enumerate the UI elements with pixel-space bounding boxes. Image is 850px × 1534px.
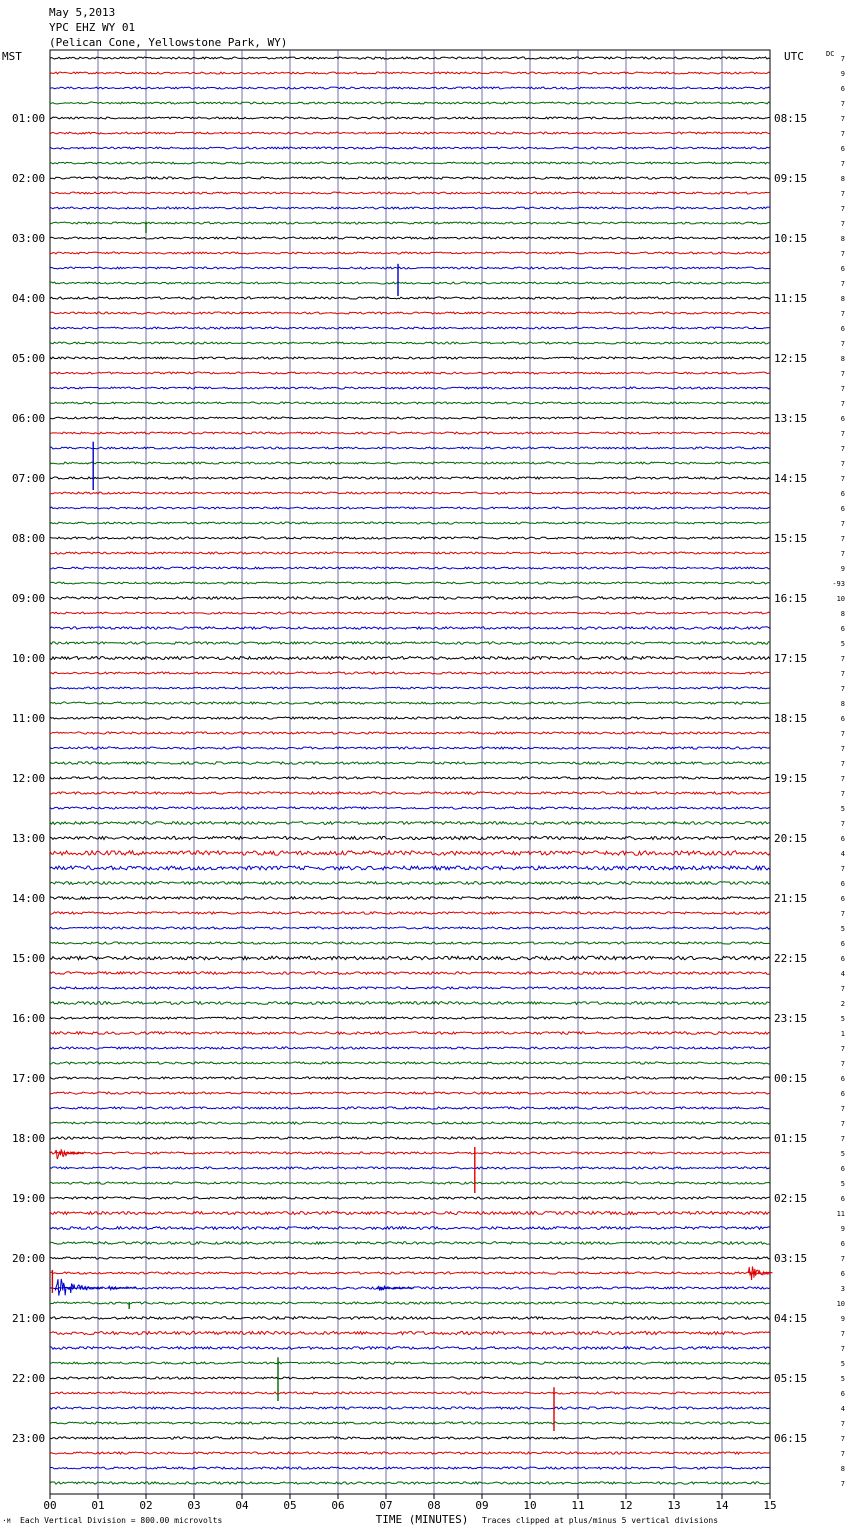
trace-line — [50, 1092, 770, 1094]
mst-hour-label: 21:00 — [12, 1312, 46, 1325]
mst-hour-label: 18:00 — [12, 1132, 46, 1145]
dc-offset-label: 7 — [840, 160, 845, 168]
mst-hour-label: 15:00 — [12, 952, 46, 965]
mst-hour-label: 05:00 — [12, 352, 46, 365]
dc-offset-label: 7 — [840, 475, 845, 483]
trace-line — [50, 1257, 770, 1259]
trace-line — [50, 987, 770, 989]
dc-offset-label: 6 — [840, 1390, 845, 1398]
trace-line — [50, 762, 770, 764]
utc-hour-label: 16:15 — [774, 592, 808, 605]
trace-line — [50, 432, 770, 434]
dc-offset-label: 7 — [840, 430, 845, 438]
mst-hour-label: 12:00 — [12, 772, 46, 785]
dc-offset-label: 11 — [836, 1210, 845, 1218]
dc-offset-label: 7 — [840, 190, 845, 198]
mst-hour-label: 23:00 — [12, 1432, 46, 1445]
utc-hour-label: 20:15 — [774, 832, 808, 845]
trace-line — [50, 1422, 770, 1424]
dc-offset-label: 7 — [840, 1330, 845, 1338]
dc-offset-label: 6 — [840, 625, 845, 633]
utc-hour-label: 06:15 — [774, 1432, 808, 1445]
mst-hour-label: 04:00 — [12, 292, 46, 305]
dc-offset-label: 6 — [840, 715, 845, 723]
utc-hour-label: 05:15 — [774, 1372, 808, 1385]
dc-offset-label: 3 — [840, 1285, 845, 1293]
trace-line — [50, 866, 770, 870]
dc-offset-label: 7 — [840, 100, 845, 108]
utc-hour-label: 00:15 — [774, 1072, 808, 1085]
dc-offset-label: 7 — [840, 790, 845, 798]
dc-offset-label: 8 — [840, 235, 845, 243]
trace-line — [50, 477, 770, 479]
dc-offset-label: 6 — [840, 940, 845, 948]
utc-label: UTC — [784, 50, 804, 63]
dc-offset-label: 4 — [840, 1405, 845, 1413]
trace-line — [50, 297, 770, 299]
utc-hour-label: 13:15 — [774, 412, 808, 425]
dc-offset-label: 7 — [840, 550, 845, 558]
dc-offset-label: 6 — [840, 1075, 845, 1083]
dc-offset-label: 7 — [840, 385, 845, 393]
dc-offset-label: 7 — [840, 520, 845, 528]
trace-line — [50, 1167, 770, 1169]
trace-line — [50, 1392, 770, 1394]
trace-line — [50, 1152, 770, 1154]
dc-offset-label: 7 — [840, 310, 845, 318]
trace-line — [50, 417, 770, 419]
dc-offset-label: 8 — [840, 610, 845, 618]
mst-hour-label: 03:00 — [12, 232, 46, 245]
x-tick-label: 13 — [667, 1499, 681, 1512]
trace-line — [50, 822, 770, 825]
trace-line — [50, 1242, 770, 1245]
dc-offset-label: 7 — [840, 775, 845, 783]
dc-offset-label: 9 — [840, 1315, 845, 1323]
trace-line — [50, 447, 770, 449]
dc-offset-label: 4 — [840, 970, 845, 978]
mst-hour-label: 13:00 — [12, 832, 46, 845]
trace-line — [50, 642, 770, 644]
mst-hour-label: 01:00 — [12, 112, 46, 125]
trace-line — [50, 942, 770, 944]
x-tick-label: 02 — [139, 1499, 153, 1512]
trace-line — [50, 282, 770, 284]
trace-line — [50, 537, 770, 539]
trace-line — [50, 1467, 770, 1469]
dc-offset-label: 7 — [840, 340, 845, 348]
dc-offset-label: 7 — [840, 730, 845, 738]
dc-offset-label: 8 — [840, 700, 845, 708]
dc-offset-label: 7 — [840, 1480, 845, 1488]
dc-offset-label: 2 — [840, 1000, 845, 1008]
dc-offset-label: 7 — [840, 910, 845, 918]
trace-line — [50, 267, 770, 269]
dc-offset-label: 5 — [840, 1180, 845, 1188]
dc-offset-label: 9 — [840, 1225, 845, 1233]
utc-hour-label: 01:15 — [774, 1132, 808, 1145]
x-tick-label: 15 — [763, 1499, 777, 1512]
dc-offset-label: 6 — [840, 895, 845, 903]
dc-offset-label: 6 — [840, 85, 845, 93]
dc-offset-label: 1 — [840, 1030, 845, 1038]
trace-line — [50, 1017, 770, 1019]
mst-hour-label: 19:00 — [12, 1192, 46, 1205]
dc-offset-label: 8 — [840, 355, 845, 363]
trace-line — [50, 597, 770, 600]
x-axis-title: TIME (MINUTES) — [375, 1513, 469, 1526]
x-tick-label: 12 — [619, 1499, 633, 1512]
dc-offset-label: 7 — [840, 115, 845, 123]
dc-offset-label: 10 — [836, 595, 845, 603]
trace-line — [50, 1062, 770, 1064]
trace-line — [50, 162, 770, 164]
trace-line — [50, 1227, 770, 1230]
dc-offset-label: 7 — [840, 1135, 845, 1143]
dc-offset-label: 7 — [840, 1045, 845, 1053]
x-tick-label: 14 — [715, 1499, 729, 1512]
dc-offset-label: 6 — [840, 1195, 845, 1203]
trace-line — [50, 492, 770, 494]
dc-offset-label: 7 — [840, 250, 845, 258]
dc-offset-label: 7 — [840, 685, 845, 693]
x-tick-label: 01 — [91, 1499, 105, 1512]
dc-offset-label: 7 — [840, 280, 845, 288]
trace-line — [50, 1107, 770, 1109]
trace-line — [50, 912, 770, 914]
trace-line — [50, 87, 770, 89]
dc-offset-label: 7 — [840, 985, 845, 993]
trace-line — [50, 927, 770, 929]
dc-offset-label: 7 — [840, 400, 845, 408]
utc-hour-label: 09:15 — [774, 172, 808, 185]
dc-offset-label: 7 — [840, 1420, 845, 1428]
x-tick-label: 10 — [523, 1499, 537, 1512]
trace-line — [50, 387, 770, 389]
header-location: (Pelican Cone, Yellowstone Park, WY) — [49, 36, 288, 49]
trace-line — [50, 1302, 770, 1304]
trace-line — [50, 1182, 770, 1184]
trace-line — [50, 1272, 770, 1274]
mst-hour-label: 17:00 — [12, 1072, 46, 1085]
dc-offset-label: 7 — [840, 55, 845, 63]
utc-hour-label: 17:15 — [774, 652, 808, 665]
dc-offset-label: 7 — [840, 670, 845, 678]
x-tick-label: 09 — [475, 1499, 489, 1512]
dc-offset-label: 7 — [840, 220, 845, 228]
trace-line — [50, 552, 770, 554]
utc-hour-label: 04:15 — [774, 1312, 808, 1325]
trace-line — [50, 222, 770, 224]
dc-offset-label: 7 — [840, 1120, 845, 1128]
trace-line — [50, 672, 770, 674]
trace-line — [50, 507, 770, 509]
x-tick-label: 05 — [283, 1499, 297, 1512]
trace-line — [50, 1437, 770, 1439]
trace-line — [50, 792, 770, 794]
trace-line — [50, 372, 770, 374]
mst-hour-label: 10:00 — [12, 652, 46, 665]
utc-hour-label: 08:15 — [774, 112, 808, 125]
trace-line — [50, 1362, 770, 1364]
mst-hour-label: 20:00 — [12, 1252, 46, 1265]
trace-line — [50, 1211, 770, 1214]
trace-line — [50, 1122, 770, 1124]
event-quake — [108, 1286, 136, 1289]
utc-hour-label: 14:15 — [774, 472, 808, 485]
dc-offset-label: 5 — [840, 1360, 845, 1368]
x-tick-label: 08 — [427, 1499, 441, 1512]
trace-line — [50, 732, 770, 734]
utc-hour-label: 18:15 — [774, 712, 808, 725]
trace-line — [50, 102, 770, 104]
dc-offset-label: 9 — [840, 70, 845, 78]
trace-line — [50, 147, 770, 149]
dc-offset-label: 5 — [840, 1015, 845, 1023]
trace-line — [50, 897, 770, 900]
trace-line — [50, 687, 770, 689]
trace-line — [50, 1002, 770, 1005]
trace-line — [50, 177, 770, 179]
trace-line — [50, 57, 770, 59]
dc-offset-label: 6 — [840, 1270, 845, 1278]
dc-offset-label: 7 — [840, 745, 845, 753]
dc-offset-label: 6 — [840, 145, 845, 153]
trace-line — [50, 656, 770, 659]
header-date: May 5,2013 — [49, 6, 116, 19]
dc-offset-label: 7 — [840, 1255, 845, 1263]
trace-line — [50, 777, 770, 779]
x-tick-label: 07 — [379, 1499, 393, 1512]
trace-line — [50, 1047, 770, 1049]
x-tick-label: 00 — [43, 1499, 57, 1512]
trace-line — [50, 312, 770, 314]
event-quake — [55, 1150, 84, 1159]
trace-line — [50, 972, 770, 975]
mst-hour-label: 02:00 — [12, 172, 46, 185]
dc-offset-label: 7 — [840, 1060, 845, 1068]
trace-line — [50, 1452, 770, 1454]
trace-line — [50, 342, 770, 344]
utc-hour-label: 10:15 — [774, 232, 808, 245]
trace-line — [50, 1407, 770, 1409]
header-station: YPC EHZ WY 01 — [49, 21, 136, 34]
mst-hour-label: 09:00 — [12, 592, 46, 605]
x-tick-label: 11 — [571, 1499, 585, 1512]
dc-offset-label: 7 — [840, 130, 845, 138]
trace-line — [50, 836, 770, 839]
trace-line — [50, 522, 770, 524]
x-tick-label: 04 — [235, 1499, 249, 1512]
trace-line — [50, 192, 770, 194]
dc-offset-label: 7 — [840, 1435, 845, 1443]
trace-line — [50, 1377, 770, 1379]
trace-line — [50, 702, 770, 704]
utc-hour-label: 12:15 — [774, 352, 808, 365]
trace-line — [50, 582, 770, 584]
trace-line — [50, 402, 770, 404]
dc-offset-label: 6 — [840, 1090, 845, 1098]
utc-hour-label: 15:15 — [774, 532, 808, 545]
dc-offset-label: 6 — [840, 955, 845, 963]
trace-line — [50, 807, 770, 809]
dc-offset-label: 6 — [840, 415, 845, 423]
trace-line — [50, 1077, 770, 1079]
mst-hour-label: 08:00 — [12, 532, 46, 545]
dc-offset-label: 7 — [840, 1345, 845, 1353]
mst-hour-label: 16:00 — [12, 1012, 46, 1025]
dc-offset-label: 7 — [840, 865, 845, 873]
mst-hour-label: 14:00 — [12, 892, 46, 905]
dc-offset-label: 8 — [840, 295, 845, 303]
event-quake — [55, 1279, 103, 1296]
utc-hour-label: 22:15 — [774, 952, 808, 965]
dc-offset-label: 5 — [840, 1375, 845, 1383]
dc-offset-label: 5 — [840, 640, 845, 648]
dc-offset-label: 5 — [840, 805, 845, 813]
dc-offset-label: 6 — [840, 265, 845, 273]
trace-line — [50, 117, 770, 119]
trace-line — [50, 252, 770, 254]
dc-offset-label: 7 — [840, 205, 845, 213]
dc-offset-label: 6 — [840, 325, 845, 333]
trace-line — [50, 462, 770, 464]
dc-offset-label: 6 — [840, 490, 845, 498]
dc-offset-label: 7 — [840, 445, 845, 453]
trace-line — [50, 956, 770, 960]
dc-offset-label: 8 — [840, 175, 845, 183]
trace-line — [50, 882, 770, 885]
trace-line — [50, 1137, 770, 1139]
trace-line — [50, 207, 770, 209]
trace-line — [50, 237, 770, 239]
trace-line — [50, 567, 770, 569]
footer-clip-note: Traces clipped at plus/minus 5 vertical divisions — [482, 1516, 719, 1525]
utc-hour-label: 19:15 — [774, 772, 808, 785]
mst-hour-label: 07:00 — [12, 472, 46, 485]
trace-line — [50, 627, 770, 629]
utc-hour-label: 23:15 — [774, 1012, 808, 1025]
dc-offset-label: 10 — [836, 1300, 845, 1308]
dc-offset-label: 5 — [840, 925, 845, 933]
trace-line — [50, 747, 770, 749]
mst-hour-label: 06:00 — [12, 412, 46, 425]
dc-offset-label: -93 — [832, 580, 845, 588]
mst-hour-label: 22:00 — [12, 1372, 46, 1385]
dc-offset-label: 7 — [840, 1105, 845, 1113]
dc-offset-label: 6 — [840, 1240, 845, 1248]
trace-line — [50, 72, 770, 74]
utc-hour-label: 02:15 — [774, 1192, 808, 1205]
trace-line — [50, 1482, 770, 1484]
dc-offset-label: 7 — [840, 760, 845, 768]
utc-hour-label: 11:15 — [774, 292, 808, 305]
trace-line — [50, 1317, 770, 1320]
dc-offset-label: 6 — [840, 505, 845, 513]
trace-line — [50, 1331, 770, 1334]
trace-line — [50, 132, 770, 134]
trace-line — [50, 851, 770, 855]
dc-offset-label: 7 — [840, 370, 845, 378]
dc-offset-label: 7 — [840, 1450, 845, 1458]
footer-scale-marker: ·M — [2, 1516, 11, 1525]
utc-hour-label: 03:15 — [774, 1252, 808, 1265]
dc-offset-label: 6 — [840, 835, 845, 843]
trace-line — [50, 612, 770, 614]
dc-offset-label: 9 — [840, 565, 845, 573]
utc-hour-label: 21:15 — [774, 892, 808, 905]
dc-offset-label: 8 — [840, 1465, 845, 1473]
dc-offset-label: 7 — [840, 535, 845, 543]
trace-line — [50, 1347, 770, 1350]
trace-line — [50, 357, 770, 359]
dc-offset-label: 6 — [840, 880, 845, 888]
mst-hour-label: 11:00 — [12, 712, 46, 725]
dc-offset-label: 7 — [840, 820, 845, 828]
trace-line — [50, 327, 770, 329]
trace-line — [50, 1032, 770, 1035]
mst-label: MST — [2, 50, 22, 63]
dc-offset-label: 5 — [840, 1150, 845, 1158]
dc-offset-label: 6 — [840, 1165, 845, 1173]
dc-offset-label: 7 — [840, 460, 845, 468]
trace-line — [50, 717, 770, 719]
footer-scale-note: Each Vertical Division = 800.00 microvolts — [20, 1516, 223, 1525]
trace-line — [50, 1197, 770, 1199]
x-tick-label: 03 — [187, 1499, 201, 1512]
x-tick-label: 06 — [331, 1499, 345, 1512]
dc-offset-label: 4 — [840, 850, 845, 858]
dc-label: DC — [826, 50, 835, 58]
dc-offset-label: 7 — [840, 655, 845, 663]
